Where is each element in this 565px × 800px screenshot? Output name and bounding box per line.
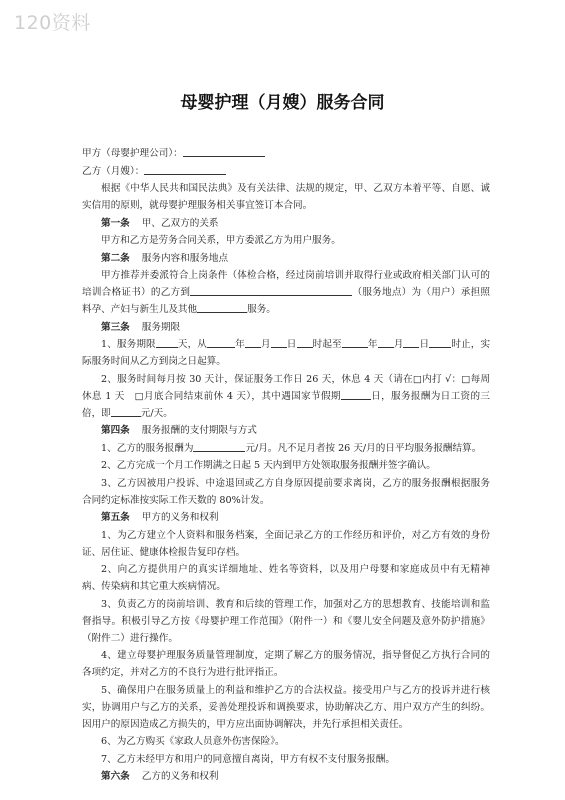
article-5-p1: 1、为乙方建立个人资料和服务档案，全面记录乙方的工作经历和评价，对乙方有效的身份证、居住证、健康体检报告复印存档。	[82, 529, 490, 558]
article-1-heading: 第一条 甲、乙双方的关系	[101, 217, 219, 229]
article-4-p3: 3、乙方因被用户投诉、中途退回或乙方自身原因提前要求离岗，乙方的服务报酬根据服务合同约定标准按实际工作天数的 80%计发。	[82, 477, 490, 506]
article-5-p4: 4、建立母婴护理服务质量管理制度，定期了解乙方的服务情况，指导督促乙方执行合同的各项约定，并对乙方的不良行为进行批评指正。	[82, 650, 490, 679]
article-5-p3: 3、负责乙方的岗前培训、教育和后续的管理工作，加强对乙方的思想教育、技能培训和监督指导。积极引导乙方按《母婴护理工作范围》（附件一）和《婴儿安全问题及意外防护措施》（附件二）进行操作。	[82, 598, 490, 644]
article-4-p2: 2、乙方完成一个月工作期满之日起 5 天内到甲方处领取服务报酬并签字确认。	[101, 460, 436, 471]
document-title: 母婴护理（月嫂）服务合同	[180, 93, 385, 113]
other-service-blank	[197, 302, 247, 313]
article-2-heading: 第二条 服务内容和服务地点	[101, 252, 229, 264]
article-1-p1: 甲方和乙方是劳务合同关系，甲方委派乙方为用户服务。	[101, 235, 341, 246]
article-5-p7: 7、乙方未经甲方和用户的同意擅自离岗，甲方有权不支付服务报酬。	[101, 753, 395, 765]
monthly-pay-blank	[193, 441, 245, 452]
intro-paragraph: 根据《中华人民共和国民法典》及有关法律、法规的规定，甲、乙双方本着平等、自愿、诚实信用的原则，就母婴护理服务相关事宜签订本合同。	[82, 183, 490, 212]
party-b-line: 乙方（月嫂）：	[82, 163, 490, 180]
article-2-p1: 甲方推荐并委派符合上岗条件（体检合格，经过岗前培训并取得行业或政府相关部门认可的培训合格证书）的乙方到 （服务地点）为（用户）承担照料孕、产妇与新生儿及其他 服务。	[82, 270, 491, 316]
holiday-rate-blank	[111, 406, 141, 417]
holiday-days-blank	[341, 389, 371, 400]
article-6-heading: 第六条 乙方的义务和权利	[101, 771, 219, 782]
party-a-line: 甲方（母婴护理公司）：	[82, 145, 490, 162]
watermark: 120资料	[14, 12, 91, 34]
article-5-p2: 2、向乙方提供用户的真实详细地址、姓名等资料，以及用户母婴和家庭成员中有无精神病、传染病和其它重大疾病情况。	[82, 564, 490, 593]
party-a-blank	[183, 146, 265, 157]
party-b-blank	[144, 164, 226, 175]
article-5-heading: 第五条 甲方的义务和权利	[101, 512, 219, 523]
article-3-heading: 第三条 服务期限	[101, 321, 181, 333]
service-location-blank	[190, 285, 352, 296]
article-5-p6: 6、为乙方购买《家政人员意外伤害保险》。	[101, 736, 285, 747]
article-5-p5: 5、确保用户在服务质量上的利益和维护乙方的合法权益。接受用户与乙方的投诉并进行核实，协调用户与乙方的关系，妥善处理投诉和调换要求，协助解决乙方、用户双方产生的纠纷。因用户的原因造成乙方损失的，甲方应出面协调解决，并先行承担相关责任。	[82, 684, 490, 730]
article-3-p2: 2、服务时间每月按 30 天计，保证服务工作日 26 天，休息 4 天（请在□内打 √：□每周休息 1 天 □月底合同结束前休 4 天），其中遇国家节假期 日，服务报酬为日工资的三倍，即 元/天。	[82, 373, 491, 419]
article-3-p1: 1、服务期限 天，从 年 月 日 时起至 年 月 日 时止，实际服务时间从乙方到岗之日起算。	[82, 339, 491, 368]
article-4-heading: 第四条 服务报酬的支付期限与方式	[101, 425, 257, 436]
article-4-p1: 1、乙方的服务报酬为 元/月。凡不足月者按 26 天/月的日平均服务报酬结算。	[101, 442, 482, 454]
